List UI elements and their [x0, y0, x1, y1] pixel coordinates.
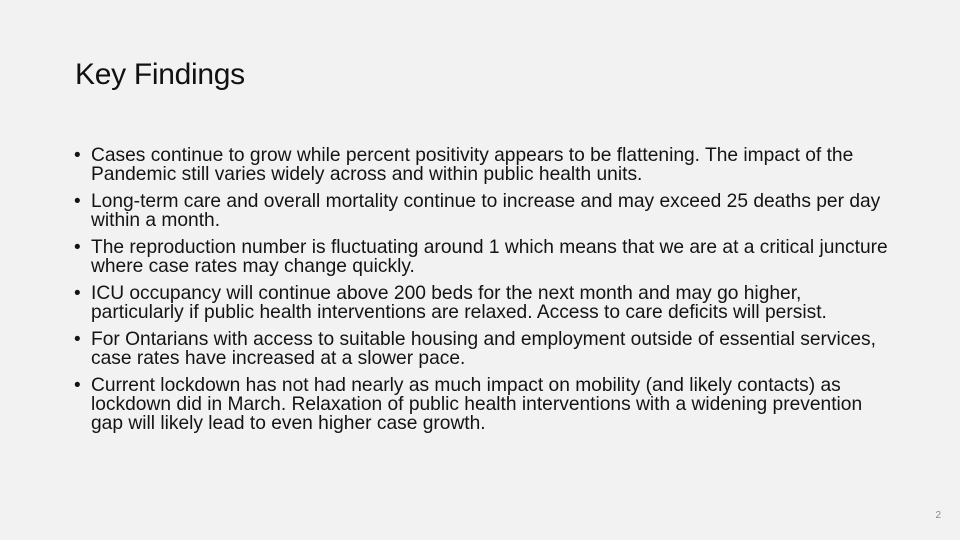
finding-text: For Ontarians with access to suitable housing and employment outside of essential services, case rates have increased at a slower pace.	[91, 329, 876, 369]
finding-item	[74, 330, 894, 368]
bullet-icon: •	[74, 375, 81, 396]
page-number: 2	[935, 510, 941, 521]
finding-item	[74, 146, 894, 184]
slide-title: Key Findings	[75, 58, 245, 91]
bullet-icon: •	[74, 191, 81, 212]
finding-item	[74, 284, 894, 322]
finding-item	[74, 376, 894, 433]
finding-text: The reproduction number is fluctuating around 1 which means that we are at a critical juncture where case rates may change quickly.	[91, 237, 888, 277]
bullet-icon: •	[74, 237, 81, 258]
bullet-icon: •	[74, 283, 81, 304]
finding-text: Long-term care and overall mortality continue to increase and may exceed 25 deaths per day within a month.	[91, 191, 881, 231]
findings-list	[74, 146, 894, 441]
finding-text: Cases continue to grow while percent positivity appears to be flattening. The impact of the Pandemic still varies widely across and within public health units.	[91, 145, 854, 185]
finding-text: ICU occupancy will continue above 200 beds for the next month and may go higher, particularly if public health interventions are relaxed. Access to care deficits will persist.	[91, 283, 827, 323]
finding-text: Current lockdown has not had nearly as much impact on mobility (and likely contacts) as lockdown did in March. Relaxation of public health interventions with a widening prevention gap will likely lead to even higher case growth.	[91, 375, 863, 434]
finding-item	[74, 192, 894, 230]
finding-item	[74, 238, 894, 276]
bullet-icon: •	[74, 145, 81, 166]
bullet-icon: •	[74, 329, 81, 350]
